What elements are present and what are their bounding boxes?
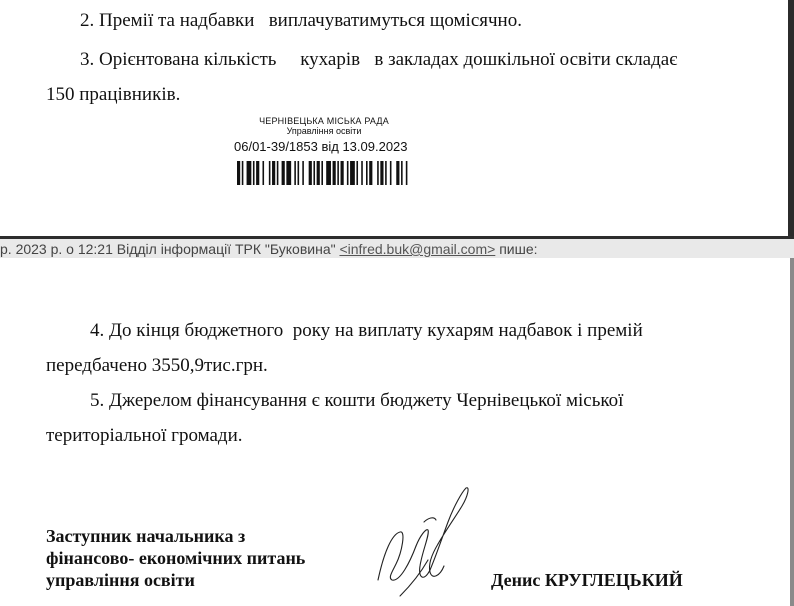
email-header-suffix: пише: <box>495 241 538 257</box>
signatory-title-line-1: Заступник начальника з <box>46 526 246 546</box>
item-3-line-1: 3. Орієнтована кількість кухарів в закладах дошкільної освіти складає <box>80 49 678 70</box>
signatory-title <box>46 525 305 591</box>
item-4-line-2: передбачено 3550,9тис.грн. <box>46 355 268 376</box>
signatory-title-line-3: управління освіти <box>46 570 195 590</box>
email-address-link[interactable]: <infred.buk@gmail.com> <box>339 241 496 257</box>
stamp-department: Управління освіти <box>286 126 362 136</box>
page-divider <box>0 236 794 258</box>
item-4-line-1: 4. До кінця бюджетного року на виплату кухарям надбавок і премій <box>90 320 643 341</box>
barcode <box>237 161 409 185</box>
email-header-text: р. 2023 р. о 12:21 Відділ інформації ТРК "Буковина" <box>0 241 340 257</box>
email-header-strip <box>0 241 538 257</box>
page-right-edge <box>790 258 794 606</box>
item-5-line-2: територіальної громади. <box>46 425 243 446</box>
item-5-line-1: 5. Джерелом фінансування є кошти бюджету Чернівецької міської <box>90 390 624 411</box>
signatory-title-line-2: фінансово- економічних питань <box>46 548 306 568</box>
item-2-text: 2. Премії та надбавки виплачуватимуться щомісячно. <box>80 10 522 31</box>
top-page-fragment <box>0 0 794 236</box>
page-right-edge <box>788 0 794 236</box>
divider-line <box>0 236 794 239</box>
signer-name: Денис КРУГЛЕЦЬКИЙ <box>491 570 683 590</box>
handwritten-signature <box>370 482 480 606</box>
registration-stamp <box>234 116 414 155</box>
stamp-registration-number: 06/01-39/1853 від 13.09.2023 <box>234 139 408 154</box>
item-3-line-2: 150 працівників. <box>46 84 181 105</box>
stamp-organization: ЧЕРНІВЕЦЬКА МІСЬКА РАДА <box>259 116 389 126</box>
